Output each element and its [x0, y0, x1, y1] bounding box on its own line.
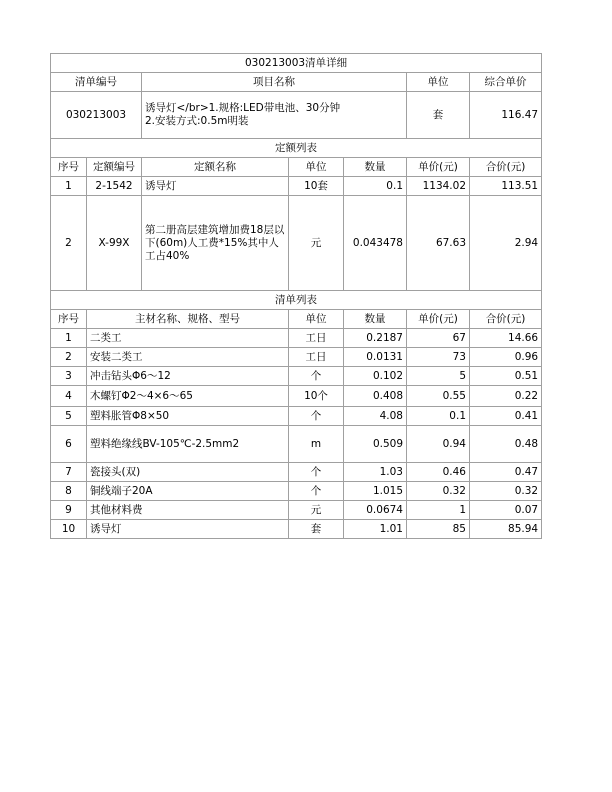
- quota-qty: 0.1: [344, 177, 407, 196]
- quota-qty-header: 数量: [344, 158, 407, 177]
- table-title-row: [51, 54, 542, 73]
- material-total: 0.32: [470, 482, 542, 501]
- material-name: 安装二类工: [87, 348, 289, 367]
- material-unit-price: 0.55: [407, 386, 470, 407]
- material-qty: 0.0674: [344, 501, 407, 520]
- material-total: 0.96: [470, 348, 542, 367]
- material-qty: 0.408: [344, 386, 407, 407]
- material-unit: 元: [289, 501, 344, 520]
- quota-unit: 10套: [289, 177, 344, 196]
- bill-row: [51, 92, 542, 139]
- material-qty: 0.2187: [344, 329, 407, 348]
- material-unit: m: [289, 426, 344, 463]
- quota-code: 2-1542: [87, 177, 142, 196]
- material-seq: 9: [51, 501, 87, 520]
- material-name: 铜线端子20A: [87, 482, 289, 501]
- table-row: [51, 177, 542, 196]
- quota-name-header: 定额名称: [142, 158, 289, 177]
- material-qty: 1.015: [344, 482, 407, 501]
- material-unit-price: 0.46: [407, 463, 470, 482]
- table-row: [51, 348, 542, 367]
- material-unit: 个: [289, 407, 344, 426]
- table-row: [51, 196, 542, 291]
- material-name: 其他材料费: [87, 501, 289, 520]
- material-unit-price: 67: [407, 329, 470, 348]
- material-total: 85.94: [470, 520, 542, 539]
- quota-seq-header: 序号: [51, 158, 87, 177]
- quota-code-header: 定额编号: [87, 158, 142, 177]
- quota-unit-price: 1134.02: [407, 177, 470, 196]
- quota-seq: 2: [51, 196, 87, 291]
- bill-unit-header: 单位: [407, 73, 470, 92]
- material-unit: 套: [289, 520, 344, 539]
- material-qty: 1.03: [344, 463, 407, 482]
- table-row: [51, 501, 542, 520]
- bill-name-header: 项目名称: [142, 73, 407, 92]
- table-row: [51, 386, 542, 407]
- material-seq: 5: [51, 407, 87, 426]
- material-seq: 6: [51, 426, 87, 463]
- material-unit-price: 0.1: [407, 407, 470, 426]
- material-total: 0.51: [470, 367, 542, 386]
- material-name: 二类工: [87, 329, 289, 348]
- material-seq: 7: [51, 463, 87, 482]
- material-name: 诱导灯: [87, 520, 289, 539]
- material-unit-price: 73: [407, 348, 470, 367]
- table-row: [51, 367, 542, 386]
- quota-header-row: [51, 158, 542, 177]
- material-unit: 工日: [289, 329, 344, 348]
- table-title: 030213003清单详细: [51, 54, 542, 73]
- quota-section-title: 定额列表: [51, 139, 542, 158]
- bill-name: [142, 92, 407, 139]
- material-qty: 4.08: [344, 407, 407, 426]
- material-unit: 个: [289, 367, 344, 386]
- quota-total: 2.94: [470, 196, 542, 291]
- bill-unit: 套: [407, 92, 470, 139]
- bill-name-line1: 诱导灯</br>1.规格:LED带电池、30分钟: [145, 102, 341, 114]
- material-qty-header: 数量: [344, 310, 407, 329]
- material-unit-price: 0.94: [407, 426, 470, 463]
- table-row: [51, 482, 542, 501]
- material-header-row: [51, 310, 542, 329]
- bill-name-line2: 2.安装方式:0.5m明装: [145, 115, 249, 127]
- material-name: 木螺钉Φ2～4×6～65: [87, 386, 289, 407]
- material-unit-price-header: 单价(元): [407, 310, 470, 329]
- material-unit: 10个: [289, 386, 344, 407]
- material-total: 0.41: [470, 407, 542, 426]
- material-unit-price: 85: [407, 520, 470, 539]
- material-total-header: 合价(元): [470, 310, 542, 329]
- material-qty: 0.0131: [344, 348, 407, 367]
- quota-unit-price-header: 单价(元): [407, 158, 470, 177]
- material-name: 冲击钻头Φ6～12: [87, 367, 289, 386]
- table-row: [51, 463, 542, 482]
- material-qty: 0.509: [344, 426, 407, 463]
- quota-qty: 0.043478: [344, 196, 407, 291]
- material-unit: 个: [289, 482, 344, 501]
- bill-price-header: 综合单价: [470, 73, 542, 92]
- quota-total: 113.51: [470, 177, 542, 196]
- table-row: [51, 329, 542, 348]
- material-seq: 1: [51, 329, 87, 348]
- material-section-title: 清单列表: [51, 291, 542, 310]
- material-unit-header: 单位: [289, 310, 344, 329]
- material-qty: 0.102: [344, 367, 407, 386]
- material-name: 塑料胀管Φ8×50: [87, 407, 289, 426]
- quota-code: X-99X: [87, 196, 142, 291]
- bill-header-row: [51, 73, 542, 92]
- material-total: 14.66: [470, 329, 542, 348]
- material-unit: 个: [289, 463, 344, 482]
- material-qty: 1.01: [344, 520, 407, 539]
- material-total: 0.22: [470, 386, 542, 407]
- quota-unit: 元: [289, 196, 344, 291]
- material-seq-header: 序号: [51, 310, 87, 329]
- quota-seq: 1: [51, 177, 87, 196]
- bill-detail-table: [50, 53, 542, 539]
- material-name-header: 主材名称、规格、型号: [87, 310, 289, 329]
- quota-unit-header: 单位: [289, 158, 344, 177]
- material-total: 0.47: [470, 463, 542, 482]
- material-seq: 4: [51, 386, 87, 407]
- table-row: [51, 520, 542, 539]
- quota-name: 第二册高层建筑增加费18层以下(60m)人工费*15%其中人工占40%: [142, 196, 289, 291]
- material-total: 0.48: [470, 426, 542, 463]
- material-name: 瓷接头(双): [87, 463, 289, 482]
- material-section-row: [51, 291, 542, 310]
- table-row: [51, 407, 542, 426]
- material-total: 0.07: [470, 501, 542, 520]
- material-seq: 2: [51, 348, 87, 367]
- material-unit-price: 0.32: [407, 482, 470, 501]
- bill-code-header: 清单编号: [51, 73, 142, 92]
- material-unit: 工日: [289, 348, 344, 367]
- table-row: [51, 426, 542, 463]
- material-unit-price: 5: [407, 367, 470, 386]
- material-name: 塑料绝缘线BV-105℃-2.5mm2: [87, 426, 289, 463]
- bill-code: 030213003: [51, 92, 142, 139]
- quota-unit-price: 67.63: [407, 196, 470, 291]
- bill-price: 116.47: [470, 92, 542, 139]
- material-unit-price: 1: [407, 501, 470, 520]
- quota-section-row: [51, 139, 542, 158]
- material-seq: 8: [51, 482, 87, 501]
- quota-total-header: 合价(元): [470, 158, 542, 177]
- material-seq: 3: [51, 367, 87, 386]
- material-seq: 10: [51, 520, 87, 539]
- quota-name: 诱导灯: [142, 177, 289, 196]
